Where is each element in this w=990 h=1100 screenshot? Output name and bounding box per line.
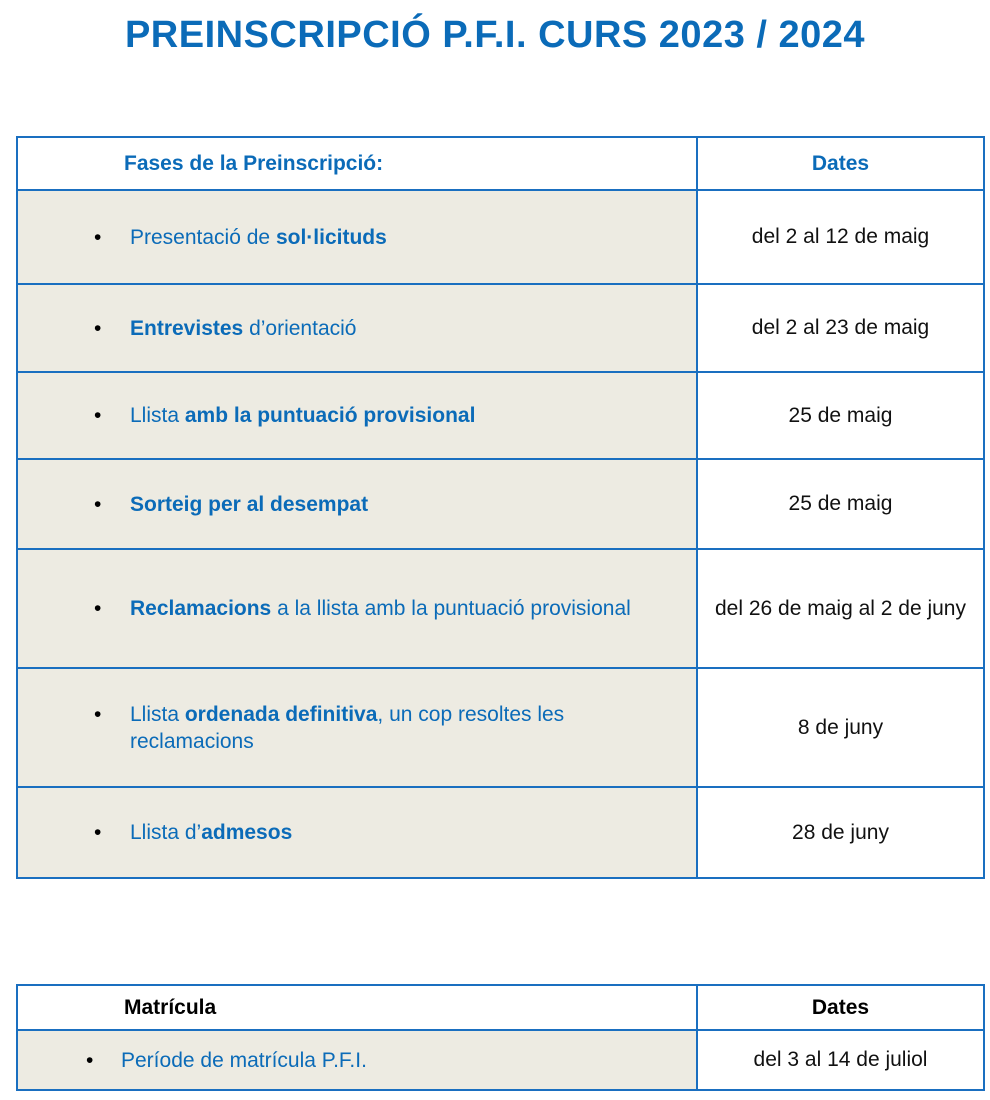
- phase-cell: • Període de matrícula P.F.I.: [17, 1030, 697, 1090]
- bullet-icon: •: [94, 225, 102, 249]
- date-cell: 8 de juny: [697, 668, 984, 787]
- date-cell: 25 de maig: [697, 459, 984, 549]
- phase-cell: • Presentació de sol·licituds: [17, 190, 697, 284]
- phase-cell: • Sorteig per al desempat: [17, 459, 697, 549]
- table-row: [17, 284, 984, 372]
- date-cell: 28 de juny: [697, 787, 984, 878]
- date-cell: del 3 al 14 de juliol: [697, 1030, 984, 1090]
- bullet-icon: •: [94, 821, 102, 844]
- dates-header: Dates: [697, 985, 984, 1030]
- phase-cell: • Reclamacions a la llista amb la puntuació provisional: [17, 549, 697, 668]
- phase-cell: • Entrevistes d’orientació: [17, 284, 697, 372]
- bullet-icon: •: [86, 1048, 94, 1072]
- preinscription-table: [16, 136, 985, 879]
- table-row: [17, 459, 984, 549]
- table-row: [17, 1030, 984, 1090]
- table-row: [17, 372, 984, 459]
- page-title: PREINSCRIPCIÓ P.F.I. CURS 2023 / 2024: [124, 14, 866, 56]
- phase-cell: • Llista d’admesos: [17, 787, 697, 878]
- matricula-header: Matrícula: [17, 985, 697, 1030]
- matricula-table: [16, 984, 985, 1091]
- bullet-icon: •: [94, 702, 102, 726]
- date-cell: 25 de maig: [697, 372, 984, 459]
- date-cell: del 2 al 12 de maig: [697, 190, 984, 284]
- table-header-row: [17, 137, 984, 190]
- bullet-icon: •: [94, 316, 102, 340]
- table-row: [17, 549, 984, 668]
- phase-cell: • Llista ordenada definitiva, un cop resoltes les reclamacions: [17, 668, 697, 787]
- phase-cell: • Llista amb la puntuació provisional: [17, 372, 697, 459]
- bullet-icon: •: [94, 404, 102, 427]
- table-row: [17, 190, 984, 284]
- phases-header: Fases de la Preinscripció:: [17, 137, 697, 190]
- table-header-row: [17, 985, 984, 1030]
- table-row: [17, 787, 984, 878]
- date-cell: del 2 al 23 de maig: [697, 284, 984, 372]
- bullet-icon: •: [94, 597, 102, 620]
- dates-header: Dates: [697, 137, 984, 190]
- date-cell: del 26 de maig al 2 de juny: [697, 549, 984, 668]
- bullet-icon: •: [94, 492, 102, 516]
- table-row: [17, 668, 984, 787]
